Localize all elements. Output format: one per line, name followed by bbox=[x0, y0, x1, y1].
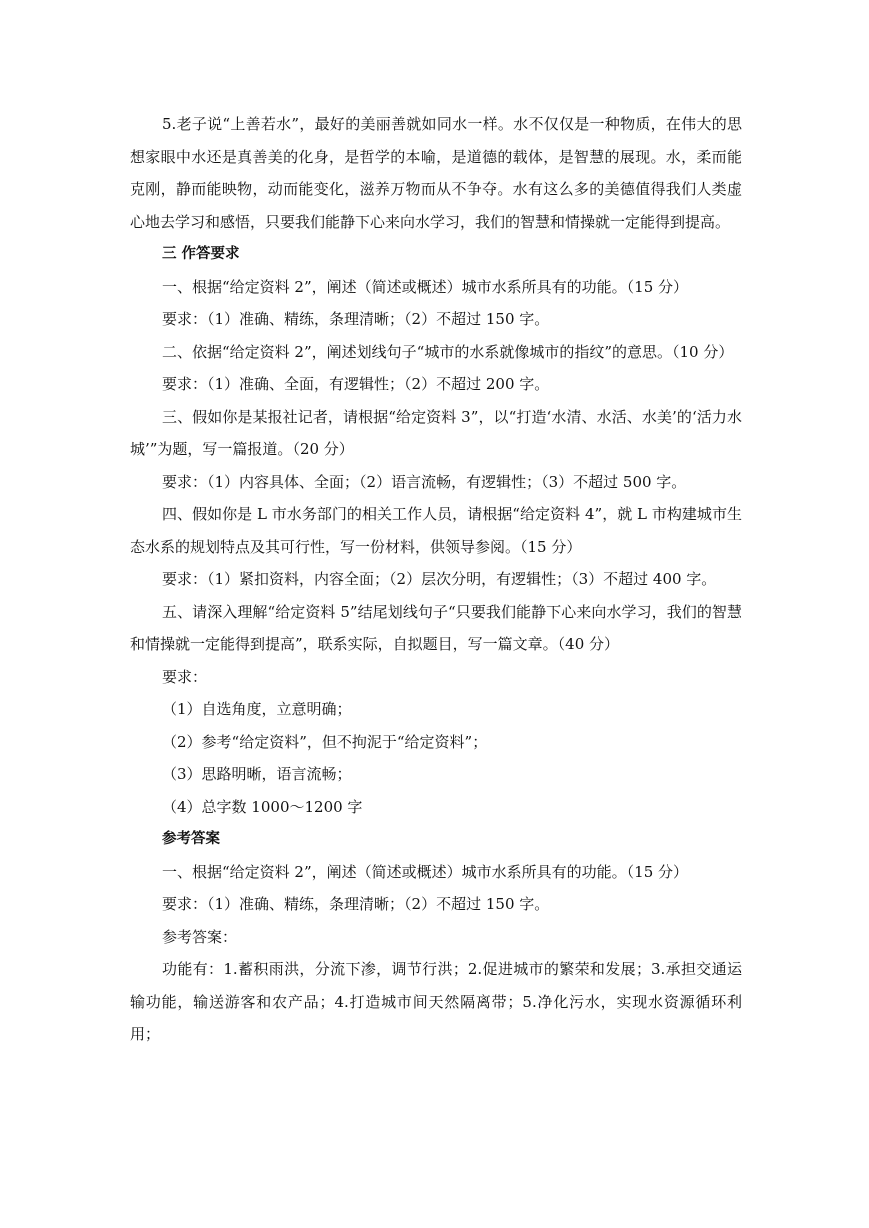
question-2-requirement: 要求：（1）准确、全面，有逻辑性；（2）不超过 200 字。 bbox=[162, 375, 550, 393]
question-1: 一、根据“给定资料 2”，阐述（简述或概述）城市水系所具有的功能。（15 分） bbox=[162, 277, 689, 296]
question-5: 五、请深入理解“给定资料 5”结尾划线句子“只要我们能静下心来向水学习，我们的智慧和情操就一定能得到提高”，联系实际，自拟题目，写一篇文章。（40 分） bbox=[130, 602, 742, 653]
question-5-requirement-item: （3）思路明晰，语言流畅； bbox=[162, 765, 352, 783]
intro-paragraph: 5.老子说“上善若水”，最好的美丽善就如同水一样。水不仅仅是一种物质，在伟大的思想家眼中水还是真善美的化身，是哲学的本喻，是道德的载体，是智慧的展现。水，柔而能克刚，静而能映物，动而能变化，滋养万物而从不争夺。水有这么多的美德值得我们人类虚心地去学习和感悟，只要我们能静下心来向水学习，我们的智慧和情操就一定能得到提高。 bbox=[130, 115, 742, 231]
question-5-requirement-item: （1）自选角度，立意明确； bbox=[162, 700, 352, 718]
question-4: 四、假如你是 L 市水务部门的相关工作人员，请根据“给定资料 4”，就 L 市构建城市生态水系的规划特点及其可行性，写一份材料，供领导参阅。（15 分） bbox=[130, 505, 742, 556]
answer-heading: 参考答案 bbox=[162, 831, 220, 847]
answer-question-1-requirement: 要求：（1）准确、精练，条理清晰；（2）不超过 150 字。 bbox=[162, 895, 550, 913]
answer-question-1: 一、根据“给定资料 2”，阐述（简述或概述）城市水系所具有的功能。（15 分） bbox=[162, 862, 689, 881]
reference-answer-text: 功能有：1.蓄积雨洪，分流下渗，调节行洪；2.促进城市的繁荣和发展；3.承担交通运输功能，输送游客和农产品；4.打造城市间天然隔离带；5.净化污水，实现水资源循环利用； bbox=[130, 960, 742, 1043]
document-page bbox=[130, 108, 742, 1051]
question-1-requirement: 要求：（1）准确、精练，条理清晰；（2）不超过 150 字。 bbox=[162, 310, 550, 328]
question-2: 二、依据“给定资料 2”，阐述划线句子“城市的水系就像城市的指纹”的意思。（10 分） bbox=[162, 342, 734, 361]
question-5-requirement-item: （4）总字数 1000～1200 字 bbox=[162, 797, 363, 816]
section-heading: 三 作答要求 bbox=[162, 246, 240, 262]
question-4-requirement: 要求：（1）紧扣资料，内容全面；（2）层次分明，有逻辑性；（3）不超过 400 字。 bbox=[162, 570, 717, 588]
question-3: 三、假如你是某报社记者，请根据“给定资料 3”，以“打造‘水清、水活、水美’的‘活力水城’”为题，写一篇报道。（20 分） bbox=[130, 407, 742, 458]
question-5-requirement-item: （2）参考“给定资料”，但不拘泥于“给定资料”； bbox=[162, 732, 488, 751]
question-3-requirement: 要求：（1）内容具体、全面；（2）语言流畅，有逻辑性；（3）不超过 500 字。 bbox=[162, 472, 687, 491]
reference-answer-label: 参考答案： bbox=[162, 927, 238, 946]
question-5-requirement-title: 要求： bbox=[162, 667, 208, 686]
